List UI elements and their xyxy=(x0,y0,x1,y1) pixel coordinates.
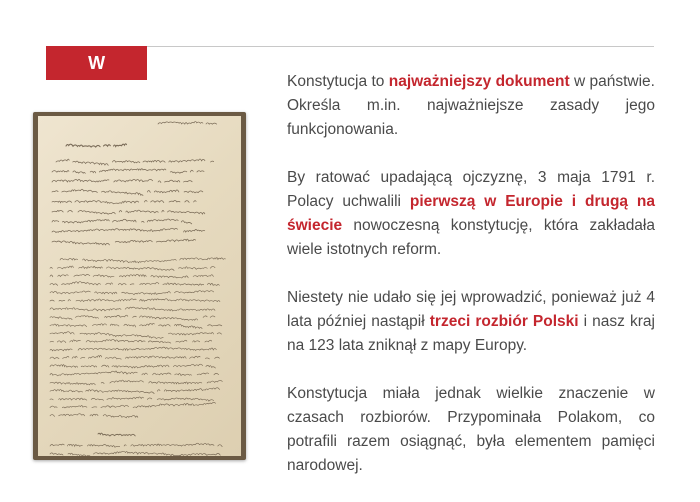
manuscript-image xyxy=(33,112,246,460)
handwriting-line xyxy=(50,315,215,320)
manuscript-handwriting xyxy=(38,116,241,456)
handwriting-line xyxy=(50,364,220,368)
handwriting-line xyxy=(158,121,217,124)
section-badge: W SKRÓCIE xyxy=(46,46,147,80)
paragraph-3 xyxy=(287,286,655,358)
handwriting-line xyxy=(60,258,225,263)
paragraph-2-after: nowoczesną konstytucję, która zakładała wiele istotnych reform. xyxy=(287,217,655,258)
handwriting-line xyxy=(50,380,222,385)
handwriting-line xyxy=(50,332,222,339)
handwriting-line xyxy=(50,355,220,359)
handwriting-line xyxy=(50,414,143,418)
handwriting-line xyxy=(50,323,222,328)
handwriting-line xyxy=(50,397,214,401)
handwriting-line xyxy=(50,299,220,302)
handwriting-line xyxy=(56,159,218,165)
handwriting-line xyxy=(50,451,220,456)
handwriting-line xyxy=(50,371,219,376)
handwriting-line xyxy=(52,219,196,224)
handwriting-line xyxy=(52,189,203,195)
summary-text xyxy=(287,70,655,502)
handwriting-line xyxy=(52,179,192,182)
handwriting-line xyxy=(50,266,220,271)
paragraph-3-before: Niestety nie udało się jej wprowadzić, ponieważ już 4 lata później nastąpił xyxy=(287,289,655,330)
paragraph-3-after: i nasz kraj na 123 lata zniknął z mapy Europy. xyxy=(287,313,655,354)
paragraph-1-highlight: najważniejszy dokument xyxy=(388,73,570,90)
manuscript-page xyxy=(38,116,241,456)
handwriting-line xyxy=(50,282,219,286)
handwriting-line xyxy=(50,291,214,295)
handwriting-line xyxy=(52,228,205,232)
handwriting-line xyxy=(50,443,222,447)
paragraph-2 xyxy=(287,166,655,262)
handwriting-line xyxy=(52,210,205,214)
handwriting-line xyxy=(50,347,216,351)
handwriting-line xyxy=(98,433,135,436)
handwriting-line xyxy=(52,169,209,174)
paragraph-3-highlight: trzeci rozbiór Polski xyxy=(429,313,579,330)
handwriting-line xyxy=(52,239,199,245)
paragraph-1-before: Konstytucja to xyxy=(287,73,389,90)
paragraph-4 xyxy=(287,382,655,478)
paragraph-1 xyxy=(287,70,655,142)
paragraph-2-highlight: pierwszą w Europie i drugą na świecie xyxy=(287,193,656,234)
header-divider xyxy=(147,46,654,47)
paragraph-2-before: By ratować upadającą ojczyznę, 3 maja 1791 r. Polacy uchwalili xyxy=(287,169,655,210)
handwriting-line xyxy=(50,388,220,394)
paragraph-4-before: Konstytucja miała jednak wielkie znaczenie w czasach rozbiorów. Przypominała Polakom, co potrafili razem osiągnąć, była elementem pamięci narodowej. xyxy=(287,385,655,474)
handwriting-line xyxy=(52,200,202,203)
handwriting-line xyxy=(50,402,221,408)
paragraph-1-after: w państwie. Określa m.in. najważniejsze zasady jego funkcjonowania. xyxy=(287,73,655,138)
handwriting-line xyxy=(50,274,213,278)
handwriting-line xyxy=(50,339,212,343)
handwriting-line xyxy=(50,307,219,311)
handwriting-line xyxy=(66,144,127,147)
